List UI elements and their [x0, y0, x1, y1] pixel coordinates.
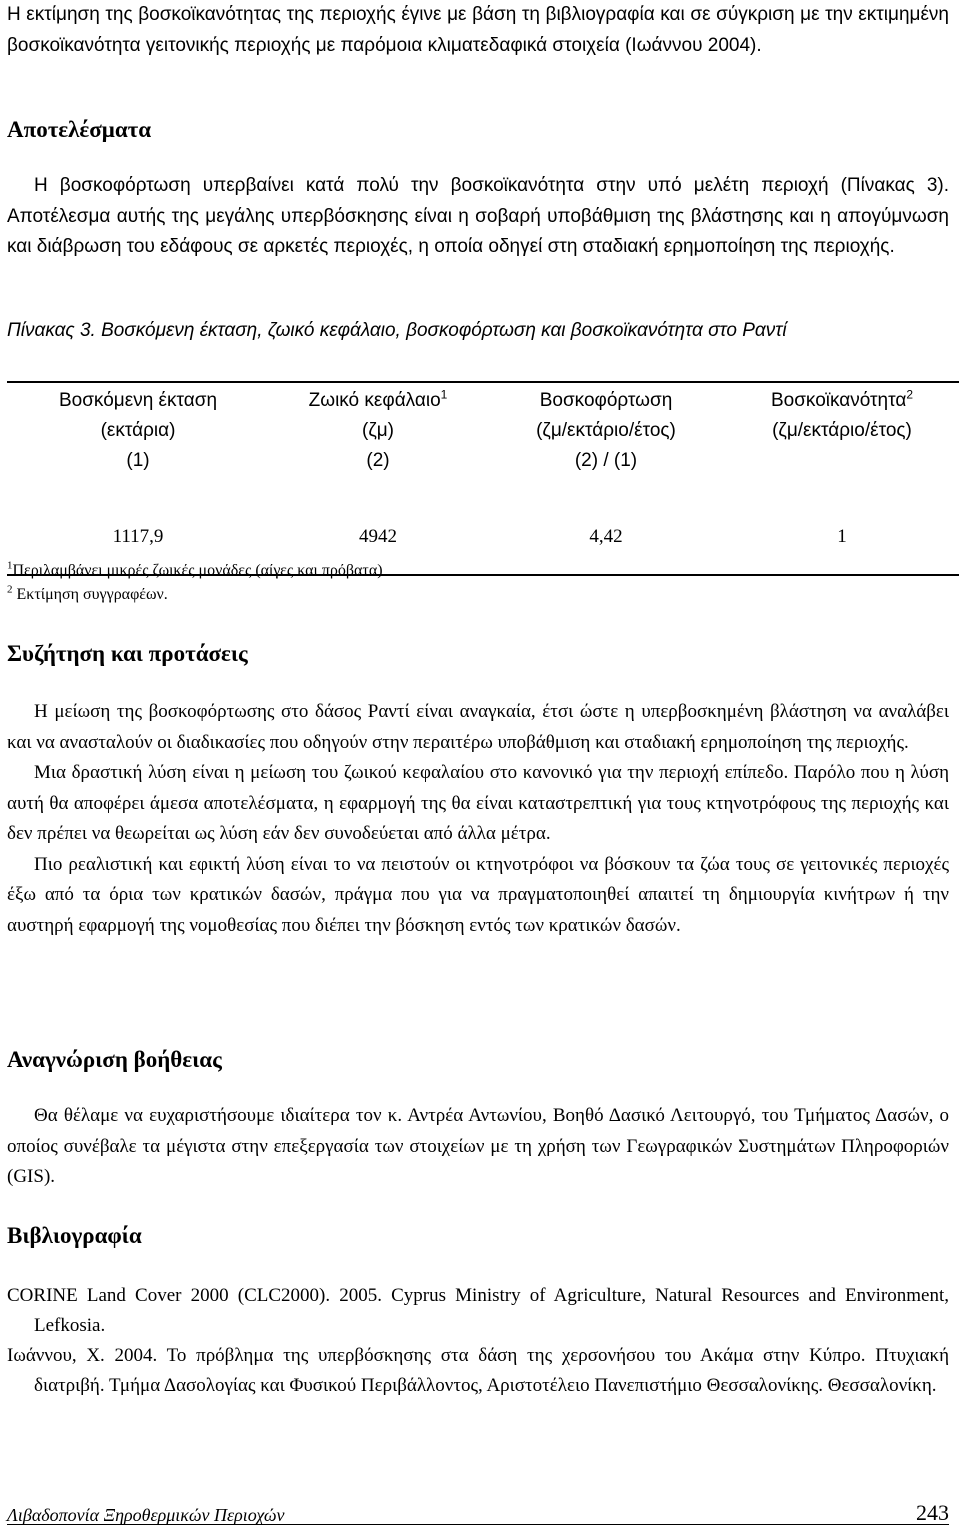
acknowledgements-heading: Αναγνώριση βοήθειας — [7, 1047, 222, 1072]
intro-paragraph: Η εκτίμηση της βοσκοϊκανότητας της περιοχής έγινε με βάση τη βιβλιογραφία και σε σύγκριση με την εκτιμημένη βοσκοϊκανότητα γειτονικής περιοχής με παρόμοια κλιματεδαφικά στοιχεία (Ιωάννου 2004). — [7, 4, 949, 56]
acknowledgements-paragraph: Θα θέλαμε να ευχαριστήσουμε ιδιαίτερα τον κ. Αντρέα Αντωνίου, Βοηθό Δασικό Λειτουργό, του Τμήματος Δασών, ο οποίος συνέβαλε τα μέγιστα στην επεξεργασία των στοιχείων με τη χρήση των Γεωγραφικών Συστημάτων Πληροφοριών (GIS). — [7, 1105, 949, 1187]
discussion-heading: Συζήτηση και προτάσεις — [7, 641, 248, 666]
table-cell: 1 — [725, 486, 959, 575]
journal-title: Λιβαδοπονία Ξηροθερμικών Περιοχών — [7, 1505, 285, 1525]
table-header-row — [7, 382, 959, 486]
bibliography-list — [7, 1281, 949, 1401]
table-header-cell: Ζωικό κεφάλαιο$^1$ (ζμ) (2) — [269, 382, 487, 486]
discussion-paragraph: Μια δραστική λύση είναι η μείωση του ζωικού κεφαλαίου στο κανονικό για την περιοχή επίπεδο. Παρόλο που η λύση αυτή θα αποφέρει άμεσα αποτελέσματα, η εφαρμογή της θα είναι καταστρεπτική για τους κτηνοτρόφους της περιοχής και δεν πρέπει να θεωρείται ως λύση εάν δεν συνοδεύεται από άλλα μέτρα. — [7, 762, 949, 844]
table-footnote-2: $^2$ Εκτίμηση συγγραφέων. — [7, 583, 168, 603]
results-paragraph: Η βοσκοφόρτωση υπερβαίνει κατά πολύ την βοσκοϊκανότητα στην υπό μελέτη περιοχή (Πίνακας 3). Αποτέλεσμα αυτής της μεγάλης υπερβόσκησης είναι η σοβαρή υποβάθμιση της βλάστησης και η απογύμνωση και διάβρωση του εδάφους σε αρκετές περιοχές, η οποία οδηγεί στη σταδιακή ερημοποίηση της περιοχής. — [7, 175, 949, 257]
results-heading: Αποτελέσματα — [7, 117, 152, 142]
bibliography-heading: Βιβλιογραφία — [7, 1223, 142, 1248]
table-footnote-1: $^1$Περιλαμβάνει μικρές ζωικές μονάδες (αίγες και πρόβατα) — [7, 559, 383, 579]
table-caption: Πίνακας 3. Βοσκόμενη έκταση, ζωικό κεφάλαιο, βοσκοφόρτωση και βοσκοϊκανότητα στο Ραντί — [7, 320, 787, 341]
table-header-cell: Βοσκόμενη έκταση (εκτάρια) (1) — [7, 382, 269, 486]
page-number: 243 — [916, 1500, 949, 1525]
discussion-body — [7, 697, 949, 941]
reference-item: CORINE Land Cover 2000 (CLC2000). 2005. Cyprus Ministry of Agriculture, Natural Resources and Environment, Lefkosia. — [7, 1285, 949, 1336]
discussion-paragraph: Η μείωση της βοσκοφόρτωσης στο δάσος Ραντί είναι αναγκαία, έτσι ώστε η υπερβοσκημένη βλάστηση να αναλάβει και να ανασταλούν οι διαδικασίες που οδηγούν στην περαιτέρω υποβάθμιση και σταδιακή ερημοποίηση της περιοχής. — [7, 701, 949, 753]
table-cell: 4942 — [269, 486, 487, 575]
table-header-cell: Βοσκοϊκανότητα$^2$ (ζμ/εκτάριο/έτος) — [725, 382, 959, 486]
table-cell: 4,42 — [487, 486, 725, 575]
discussion-paragraph: Πιο ρεαλιστική και εφικτή λύση είναι το να πειστούν οι κτηνοτρόφοι να βόσκουν τα ζώα τους σε γειτονικές περιοχές έξω από τα όρια των κρατικών δασών, πράγμα που για να πραγματοποιηθεί απαιτεί τη δημιουργία κινήτρων ή την αυστηρή εφαρμογή της νομοθεσίας που διέπει την βόσκηση εντός των κρατικών δασών. — [7, 853, 949, 936]
results-table — [7, 381, 959, 576]
footer-rule — [7, 1524, 949, 1525]
page-footer — [7, 1500, 949, 1526]
table-header-cell: Βοσκοφόρτωση (ζμ/εκτάριο/έτος) (2) / (1) — [487, 382, 725, 486]
table-cell: 1117,9 — [7, 486, 269, 575]
reference-item: Ιωάννου, Χ. 2004. Το πρόβλημα της υπερβόσκησης στα δάση της χερσονήσου του Ακάμα στην Κύπρο. Πτυχιακή διατριβή. Τμήμα Δασολογίας και Φυσικού Περιβάλλοντος, Αριστοτέλειο Πανεπιστήμιο Θεσσαλονίκης. Θεσσαλονίκη. — [7, 1345, 949, 1396]
